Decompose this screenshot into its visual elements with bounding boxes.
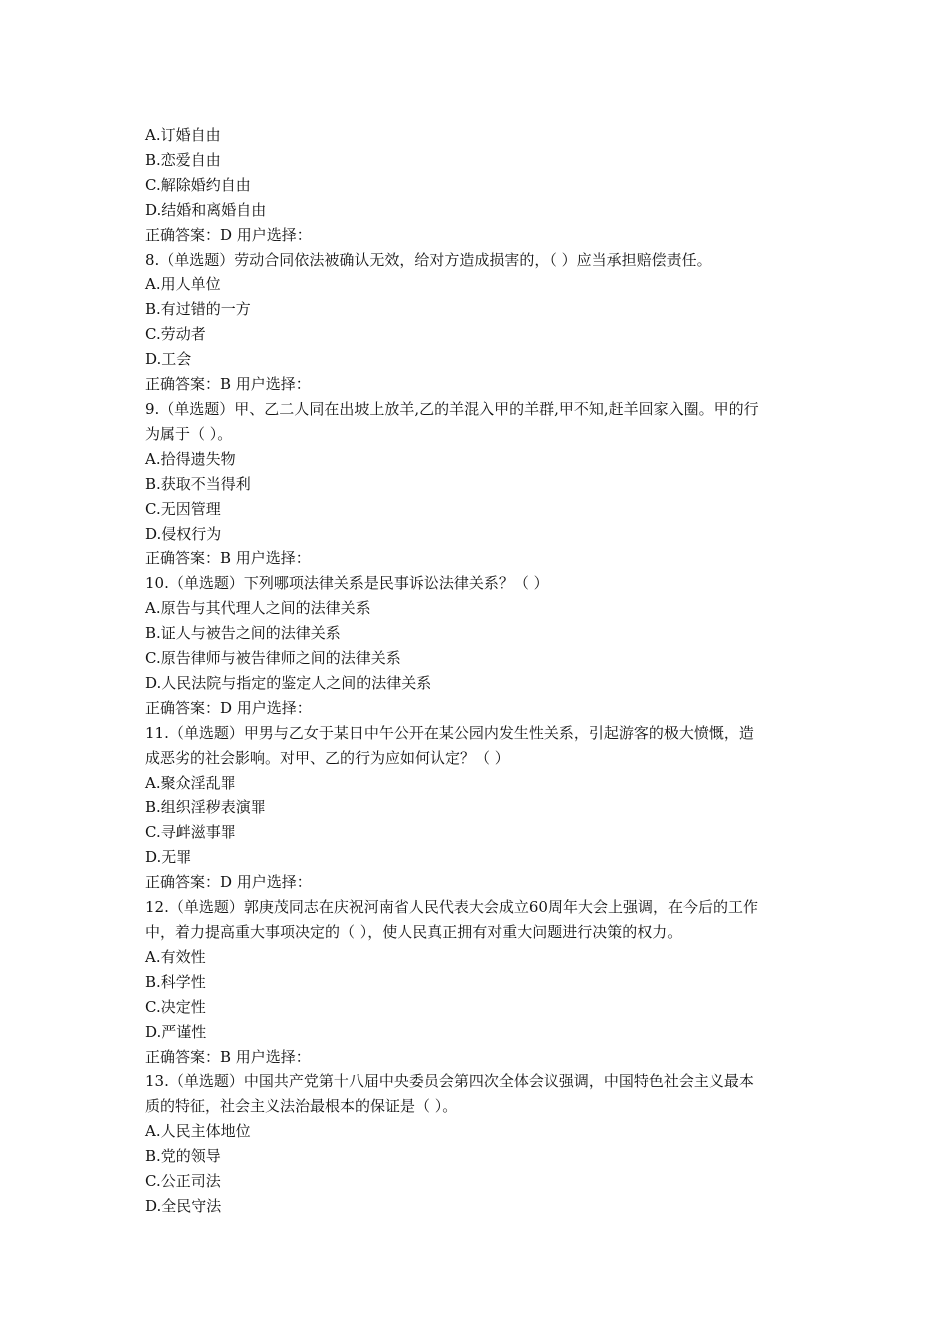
question-11 (145, 721, 813, 895)
question-stem-line-2: 为属于（ ）。 (145, 424, 233, 443)
option-c: C.决定性 (145, 997, 206, 1016)
answer-line: 正确答案：B 用户选择： (145, 549, 311, 568)
answer-line: 正确答案：B 用户选择： (145, 375, 311, 394)
option-d: D.工会 (145, 350, 192, 369)
question-12 (145, 895, 813, 1069)
answer-line: 正确答案：D 用户选择： (145, 225, 312, 244)
option-b: B.组织淫秽表演罪 (145, 798, 266, 817)
question-10 (145, 571, 813, 720)
question-7 (145, 123, 813, 248)
option-b: B.证人与被告之间的法律关系 (145, 624, 341, 643)
option-a: A.拾得遗失物 (145, 449, 236, 468)
option-d: D.全民守法 (145, 1196, 222, 1215)
option-a: A.聚众淫乱罪 (145, 773, 236, 792)
question-stem-line-2: 质的特征，社会主义法治最根本的保证是（ ）。 (145, 1097, 458, 1116)
option-d: D.结婚和离婚自由 (145, 200, 267, 219)
option-a: A.用人单位 (145, 275, 221, 294)
question-stem-line-2: 中，着力提高重大事项决定的（ ），使人民真正拥有对重大问题进行决策的权力。 (145, 923, 683, 941)
answer-line: 正确答案：B 用户选择： (145, 1047, 311, 1066)
question-stem: 8.（单选题）劳动合同依法被确认无效，给对方造成损害的，（ ）应当承担赔偿责任。 (145, 250, 712, 269)
option-c: C.劳动者 (145, 325, 206, 344)
option-d: D.无罪 (145, 848, 192, 867)
option-c: C.解除婚约自由 (145, 175, 251, 194)
question-8 (145, 248, 813, 397)
option-b: B.获取不当得利 (145, 474, 251, 493)
document-page (145, 123, 813, 1219)
question-stem-line-1: 9.（单选题）甲、乙二人同在出坡上放羊,乙的羊混入甲的羊群,甲不知,赶羊回家入圈。甲的行 (145, 399, 759, 418)
option-d: D.侵权行为 (145, 524, 222, 543)
question-stem-line-1: 11.（单选题）甲男与乙女于某日中午公开在某公园内发生性关系，引起游客的极大愤慨，造 (145, 723, 754, 742)
option-a: A.人民主体地位 (145, 1122, 251, 1141)
option-c: C.公正司法 (145, 1172, 221, 1191)
question-13 (145, 1069, 813, 1218)
question-9 (145, 397, 813, 571)
question-stem-line-2: 成恶劣的社会影响。对甲、乙的行为应如何认定？（ ） (145, 748, 510, 767)
option-d: D.严谨性 (145, 1022, 207, 1041)
option-b: B.科学性 (145, 972, 206, 991)
option-c: C.原告律师与被告律师之间的法律关系 (145, 649, 401, 668)
question-stem: 10.（单选题）下列哪项法律关系是民事诉讼法律关系？（ ） (145, 574, 549, 593)
option-c: C.寻衅滋事罪 (145, 823, 236, 842)
option-a: A.订婚自由 (145, 126, 221, 144)
option-b: B.有过错的一方 (145, 300, 251, 319)
answer-line: 正确答案：D 用户选择： (145, 698, 312, 717)
option-b: B.恋爱自由 (145, 150, 221, 169)
answer-line: 正确答案：D 用户选择： (145, 873, 312, 892)
option-a: A.原告与其代理人之间的法律关系 (145, 599, 371, 618)
option-a: A.有效性 (145, 947, 206, 966)
option-c: C.无因管理 (145, 499, 221, 518)
question-stem-line-1: 13.（单选题）中国共产党第十八届中央委员会第四次全体会议强调，中国特色社会主义最本 (145, 1072, 754, 1091)
question-stem-line-1: 12.（单选题）郭庚茂同志在庆祝河南省人民代表大会成立60周年大会上强调，在今后的工作 (145, 898, 758, 917)
option-d: D.人民法院与指定的鉴定人之间的法律关系 (145, 673, 432, 692)
option-b: B.党的领导 (145, 1147, 221, 1166)
